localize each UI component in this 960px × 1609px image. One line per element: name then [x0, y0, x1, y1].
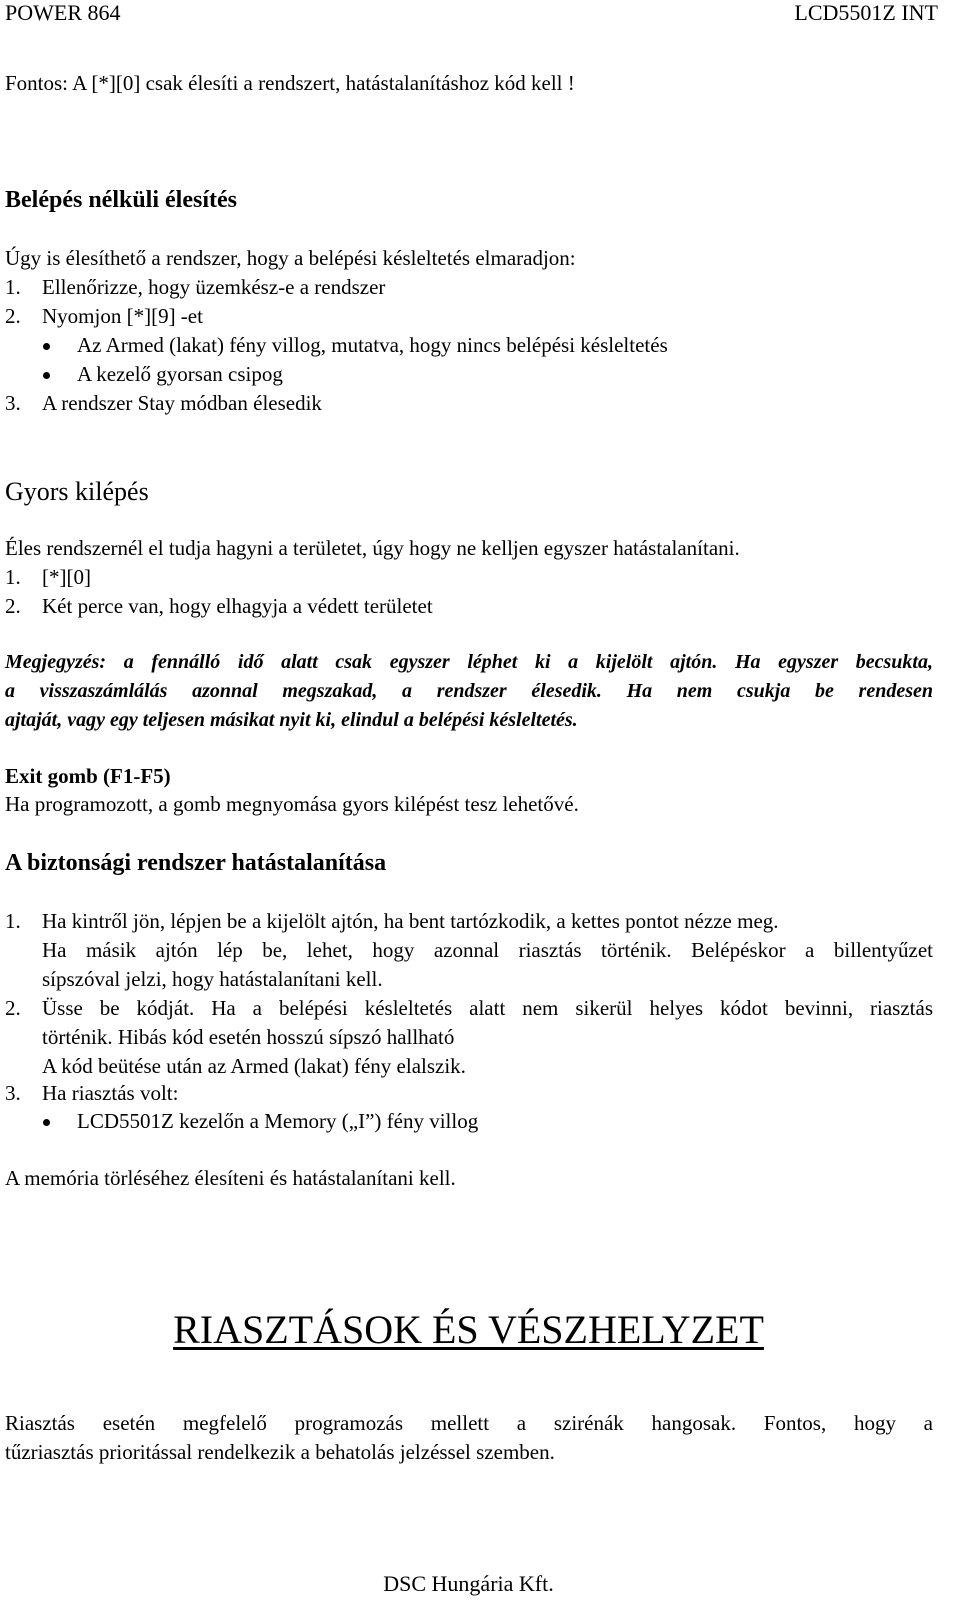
alarms-text-line: tűzriasztás prioritással rendelkezik a behatolás jelzéssel szemben.: [5, 1440, 555, 1464]
exit-key-text: Ha programozott, a gomb megnyomása gyors kilépést tesz lehetővé.: [5, 792, 579, 816]
no-entry-step-text: A rendszer Stay módban élesedik: [42, 391, 322, 415]
disarm-closing: A memória törléséhez élesíteni és hatástalanítani kell.: [5, 1166, 456, 1190]
header-keypad: LCD5501Z INT: [794, 0, 938, 25]
disarm-step2-line: történik. Hibás kód esetén hosszú sípszó hallható: [42, 1025, 455, 1049]
intro-note: Fontos: A [*][0] csak élesíti a rendszert, hatástalanításhoz kód kell !: [5, 71, 575, 95]
disarm-step1-line: sípszóval jelzi, hogy hatástalanítani kell.: [42, 967, 383, 991]
disarm-step-num: 3.: [5, 1081, 21, 1105]
heading-disarm: A biztonsági rendszer hatástalanítása: [5, 850, 387, 876]
disarm-step-num: 1.: [5, 909, 21, 933]
disarm-step2-line: Üsse be kódját. Ha a belépési késleltetés alatt nem sikerül helyes kódot bevinni, riasztás: [42, 996, 933, 1020]
no-entry-step-text: Ellenőrizze, hogy üzemkész-e a rendszer: [42, 275, 386, 299]
heading-quick-exit: Gyors kilépés: [5, 477, 149, 506]
no-entry-bullet-text: Az Armed (lakat) fény villog, mutatva, hogy nincs belépési késleltetés: [77, 333, 668, 357]
quick-exit-note-line: a visszaszámlálás azonnal megszakad, a rendszer élesedik. Ha nem csukja be rendesen: [5, 680, 933, 702]
exit-key-heading: Exit gomb (F1-F5): [5, 764, 171, 788]
heading-alarms: RIASZTÁSOK ÉS VÉSZHELYZET: [173, 1307, 764, 1352]
quick-exit-note-line: Megjegyzés: a fennálló idő alatt csak egyszer léphet ki a kijelölt ajtón. Ha egyszer becsukta,: [5, 651, 933, 673]
no-entry-step-num: 3.: [5, 391, 21, 415]
disarm-step3-bullet: LCD5501Z kezelőn a Memory („I”) fény villog: [77, 1109, 479, 1133]
no-entry-step-num: 1.: [5, 275, 21, 299]
disarm-step3-text: Ha riasztás volt:: [42, 1081, 179, 1105]
no-entry-step-num: 2.: [5, 304, 21, 328]
disarm-step1-line: Ha másik ajtón lép be, lehet, hogy azonnal riasztás történik. Belépéskor a billentyűzet: [42, 938, 933, 962]
disarm-step1-line: Ha kintről jön, lépjen be a kijelölt ajtón, ha bent tartózkodik, a kettes pontot nézze meg.: [42, 909, 779, 933]
quick-exit-intro: Éles rendszernél el tudja hagyni a területet, úgy hogy ne kelljen egyszer hatástalanítani.: [5, 536, 740, 560]
disarm-step2-line: A kód beütése után az Armed (lakat) fény elalszik.: [42, 1054, 466, 1078]
heading-no-entry-arming: Belépés nélküli élesítés: [5, 187, 237, 213]
quick-exit-note-line: ajtaját, vagy egy teljesen másikat nyit ki, elindul a belépési késleltetés.: [5, 709, 578, 731]
no-entry-bullet-text: A kezelő gyorsan csipog: [77, 362, 283, 386]
bullet-icon: [43, 343, 50, 350]
disarm-step-num: 2.: [5, 996, 21, 1020]
quick-exit-step-text: Két perce van, hogy elhagyja a védett területet: [42, 594, 433, 618]
alarms-text-line: Riasztás esetén megfelelő programozás mellett a szirénák hangosak. Fontos, hogy a: [5, 1411, 933, 1435]
quick-exit-step-num: 2.: [5, 594, 21, 618]
header-model: POWER 864: [5, 0, 121, 25]
no-entry-intro: Úgy is élesíthető a rendszer, hogy a belépési késleltetés elmaradjon:: [5, 246, 576, 270]
footer-company: DSC Hungária Kft.: [383, 1571, 554, 1596]
no-entry-step-text: Nyomjon [*][9] -et: [42, 304, 203, 328]
bullet-icon: [43, 1119, 50, 1126]
quick-exit-step-text: [*][0]: [42, 565, 91, 589]
quick-exit-step-num: 1.: [5, 565, 21, 589]
bullet-icon: [43, 372, 50, 379]
